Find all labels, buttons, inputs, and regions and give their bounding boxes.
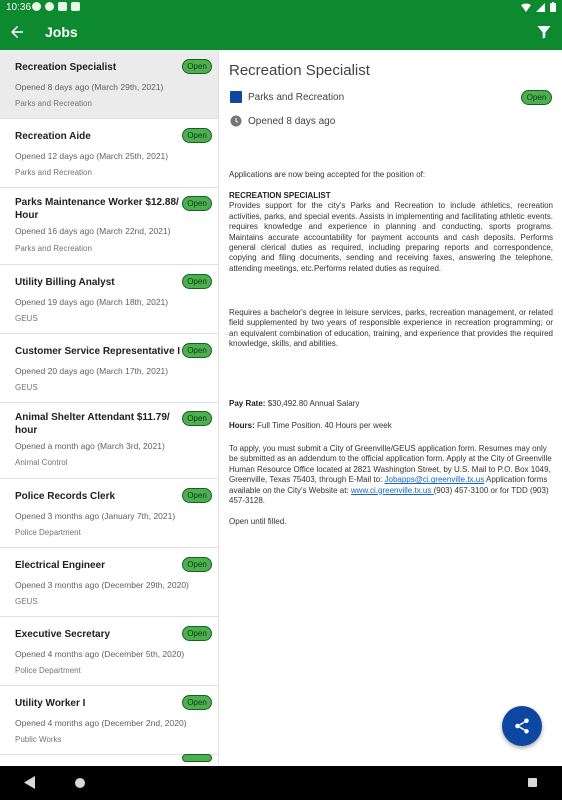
position-description — [229, 191, 553, 274]
detail-department: Parks and Recreation — [248, 92, 345, 103]
job-list-item[interactable] — [0, 755, 218, 766]
job-opened-date: Opened 8 days ago (March 29th, 2021) — [15, 82, 164, 92]
job-opened-date: Opened a month ago (March 3rd, 2021) — [15, 441, 165, 451]
pay-rate-value: $30,492.80 Annual Salary — [265, 399, 360, 408]
job-list-item[interactable] — [0, 686, 218, 755]
job-title: Recreation Aide — [15, 131, 91, 142]
job-title: Utility Billing Analyst — [15, 277, 115, 288]
nav-home-icon[interactable] — [75, 778, 85, 788]
app-notification-icon — [58, 2, 67, 11]
job-title: Customer Service Representative I — [15, 346, 181, 357]
status-badge — [182, 754, 212, 762]
job-title: Executive Secretary — [15, 629, 111, 640]
job-title: Police Records Clerk — [15, 491, 116, 502]
job-list-item[interactable] — [0, 548, 218, 617]
clock-icon — [230, 115, 242, 127]
status-badge: Open — [182, 59, 212, 74]
job-department: Parks and Recreation — [15, 244, 92, 253]
app-bar — [0, 15, 562, 50]
job-department: Parks and Recreation — [15, 99, 92, 108]
status-badge: Open — [182, 128, 212, 143]
detail-title: Recreation Specialist — [229, 62, 370, 79]
pay-rate — [229, 399, 553, 409]
job-opened-date: Opened 4 months ago (December 2nd, 2020) — [15, 718, 187, 728]
job-opened-date: Opened 3 months ago (December 29th, 2020) — [15, 580, 189, 590]
hours — [229, 421, 553, 431]
notification-icons — [32, 2, 80, 11]
battery-icon — [550, 2, 556, 12]
job-opened-date: Opened 20 days ago (March 17th, 2021) — [15, 366, 169, 376]
job-department: Public Works — [15, 735, 62, 744]
intro-text: Applications are now being accepted for the position of: — [229, 170, 426, 179]
app-notification-icon — [32, 2, 41, 11]
detail-opened: Opened 8 days ago — [248, 116, 336, 127]
job-list-item[interactable] — [0, 334, 218, 403]
status-badge: Open — [182, 695, 212, 710]
filter-icon[interactable] — [536, 24, 552, 40]
apply-text: To apply, you must submit a City of Greenville/GEUS application form. Resumes may only be submitted as an addendum to the official application form. Apply at the City of Greenville Human Resource Office located at 2821 Washington Street, by U.S. Mail to P.O. Box 1049, Greenville, Texas 75403, through E-Mail to: — [229, 444, 552, 485]
requirements-text: Requires a bachelor's degree in leisure services, parks, recreation management, or related field supplemented by two years of responsible experience in recreation programming; or an equivalent combination of education, training, and experience that provides the required knowledge, skills, and abilities. — [229, 308, 553, 349]
job-opened-date: Opened 19 days ago (March 18th, 2021) — [15, 297, 169, 307]
status-badge: Open — [182, 626, 212, 641]
status-badge: Open — [182, 274, 212, 289]
job-list-item[interactable] — [0, 50, 218, 119]
hours-label: Hours: — [229, 421, 255, 430]
apply-text: (903) 457-3100 or for TDD (903) 457-3128. — [229, 485, 549, 506]
job-list-item[interactable] — [0, 119, 218, 188]
status-bar — [0, 0, 562, 15]
share-icon — [513, 717, 531, 735]
app-notification-icon — [45, 2, 54, 11]
job-title: Recreation Specialist — [15, 62, 117, 73]
job-department: Police Department — [15, 528, 81, 537]
back-arrow-icon[interactable] — [8, 23, 26, 41]
job-opened-date: Opened 12 days ago (March 25th, 2021) — [15, 151, 169, 161]
email-link[interactable]: Jobapps@ci.greenville.tx.us — [384, 475, 485, 485]
status-time: 10:36 — [6, 2, 32, 13]
nav-recents-icon[interactable] — [528, 778, 537, 787]
sd-card-icon — [71, 2, 80, 11]
job-opened-date: Opened 16 days ago (March 22nd, 2021) — [15, 226, 171, 236]
apply-text: Application forms available on the City's Website at: — [229, 475, 548, 495]
description-text: Provides support for the city's Parks and Recreation to include athletics, recreation activities, parks, and special events. Assists in implementing and facilitating athletic events. requires knowledge and experience in planning and conducting, sports programs. Maintains accurate accountability for payment accounts and cash deposits. Performs general clerical duties as required, including preparing reports and correspondence, copying and filing documents, sending and receiving faxes, answering the telephone, attending meetings, etc.Performs related duties as required. — [229, 201, 553, 273]
job-list-item[interactable] — [0, 617, 218, 686]
job-list[interactable] — [0, 50, 219, 766]
system-navigation-bar — [0, 766, 562, 800]
job-opened-date: Opened 4 months ago (December 5th, 2020) — [15, 649, 185, 659]
job-detail-pane — [220, 50, 562, 766]
nav-back-icon[interactable] — [24, 776, 35, 789]
status-badge: Open — [182, 411, 212, 426]
closing-text: Open until filled. — [229, 517, 287, 526]
job-department: GEUS — [15, 383, 38, 392]
status-badge: Open — [182, 488, 212, 503]
share-button[interactable] — [502, 706, 542, 746]
hours-value: Full Time Position. 40 Hours per week — [254, 421, 392, 430]
website-link[interactable]: www.ci.greenville.tx.us — [350, 485, 434, 495]
app-bar-title: Jobs — [45, 24, 78, 40]
job-title: Animal Shelter Attendant $11.79/ hour — [15, 412, 170, 436]
detail-status-badge: Open — [521, 90, 552, 105]
job-opened-date: Opened 3 months ago (January 7th, 2021) — [15, 511, 176, 521]
job-list-item[interactable] — [0, 403, 218, 479]
job-list-item[interactable] — [0, 265, 218, 334]
job-title: Electrical Engineer — [15, 560, 106, 571]
signal-icon — [536, 3, 545, 12]
job-list-item[interactable] — [0, 479, 218, 548]
pay-rate-label: Pay Rate: — [229, 399, 266, 408]
job-title: Parks Maintenance Worker $12.88/ Hour — [15, 197, 179, 221]
job-department: GEUS — [15, 597, 38, 606]
job-department: Police Department — [15, 666, 81, 675]
position-heading: RECREATION SPECIALIST — [229, 191, 331, 200]
job-title: Utility Worker I — [15, 698, 86, 709]
job-department: GEUS — [15, 314, 38, 323]
department-color-icon — [230, 91, 242, 103]
job-department: Animal Control — [15, 458, 68, 467]
wifi-icon — [521, 3, 531, 12]
job-department: Parks and Recreation — [15, 168, 92, 177]
job-list-item[interactable] — [0, 188, 218, 265]
status-badge: Open — [182, 343, 212, 358]
status-badge: Open — [182, 196, 212, 211]
apply-instructions — [229, 444, 553, 506]
status-badge: Open — [182, 557, 212, 572]
